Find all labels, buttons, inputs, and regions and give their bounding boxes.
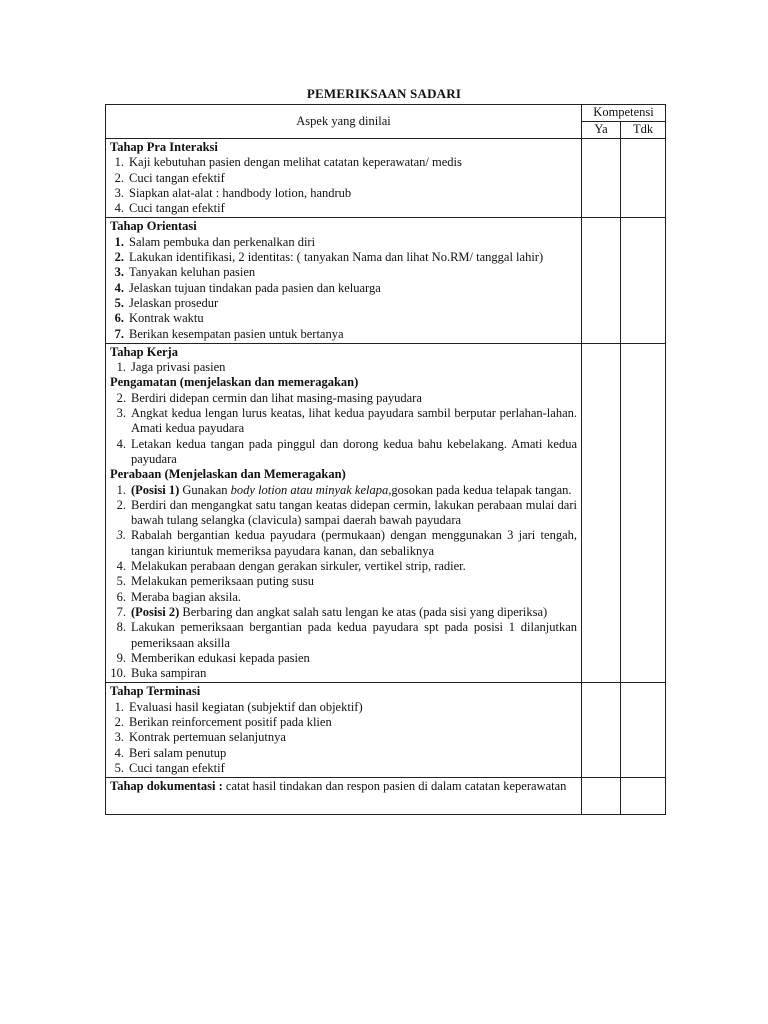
item-number: 2. xyxy=(114,250,124,265)
list-item xyxy=(110,528,577,559)
document-title: PEMERIKSAAN SADARI xyxy=(306,86,462,101)
item-number: 3. xyxy=(114,730,124,745)
list-item xyxy=(110,746,577,761)
item-text: Memberikan edukasi kepada pasien xyxy=(131,650,310,665)
list-item xyxy=(110,574,577,589)
list-item xyxy=(110,327,577,342)
list-item xyxy=(110,437,577,468)
item-text-part: Berbaring dan angkat salah satu lengan ke atas (pada sisi yang diperiksa) xyxy=(179,604,548,619)
item-number: 1. xyxy=(114,699,124,714)
item-text: Jelaskan tujuan tindakan pada pasien dan keluarga xyxy=(129,280,381,295)
checkbox-ya-pra-interaksi[interactable] xyxy=(582,139,621,218)
list-item xyxy=(110,171,577,186)
list-item xyxy=(110,360,577,375)
item-number: 9. xyxy=(116,650,126,665)
item-number: 6. xyxy=(116,589,126,604)
item-text: Melakukan perabaan dengan gerakan sirkuler, vertikel strip, radier. xyxy=(131,559,466,574)
item-text: Salam pembuka dan perkenalkan diri xyxy=(129,234,316,249)
item-text: Berikan reinforcement positif pada klien xyxy=(129,714,332,729)
item-number: 1. xyxy=(114,155,124,170)
list-item xyxy=(110,483,577,498)
section-dokumentasi xyxy=(106,778,582,815)
item-text xyxy=(131,483,577,498)
list-item xyxy=(110,730,577,745)
list-item xyxy=(110,498,577,529)
checkbox-ya-kerja[interactable] xyxy=(582,343,621,683)
item-text: Berdiri dan mengangkat satu tangan keatas didepan cermin, lakukan perabaan mulai dari bawah tulang selangka (clavicula) sampai daerah bawah payudara xyxy=(131,497,577,528)
item-number: 4. xyxy=(114,280,124,295)
item-text: Tanyakan keluhan pasien xyxy=(129,265,256,280)
item-text: Meraba bagian aksila. xyxy=(131,589,242,604)
section-row-kerja xyxy=(106,343,666,683)
item-text: Rabalah bergantian kedua payudara (permukaan) dengan menggunakan 3 jari tengah, tangan kiriuntuk memeriksa payudara kanan, dan sebaliknya xyxy=(131,528,577,558)
list-item xyxy=(110,186,577,201)
item-number: 5. xyxy=(114,760,124,775)
list-item xyxy=(110,406,577,437)
list-item xyxy=(110,605,577,620)
item-number: 1. xyxy=(116,482,126,497)
item-number: 3. xyxy=(116,406,126,421)
section-kerja xyxy=(106,343,582,683)
checkbox-tdk-dokumentasi[interactable] xyxy=(621,778,666,815)
list-item xyxy=(110,281,577,296)
item-text: Angkat kedua lengan lurus keatas, lihat kedua payudara sambil berputar perlahan-lahan. Amati kedua payudara xyxy=(131,406,577,436)
list-item xyxy=(110,700,577,715)
list-item xyxy=(110,296,577,311)
header-ya: Ya xyxy=(582,122,621,139)
list-item xyxy=(110,590,577,605)
checkbox-tdk-kerja[interactable] xyxy=(621,343,666,683)
item-italic: body lotion atau minyak kelapa xyxy=(230,482,389,497)
section-row-pra-interaksi xyxy=(106,139,666,218)
item-text: Lakukan pemeriksaan bergantian pada kedua payudara spt pada posisi 1 dilanjutkan pemeriksaan aksilla xyxy=(131,620,577,650)
section-text: catat hasil tindakan dan respon pasien di dalam catatan keperawatan xyxy=(222,779,567,794)
item-number: 5. xyxy=(116,574,126,589)
item-text: Beri salam penutup xyxy=(129,745,227,760)
list-item xyxy=(110,250,577,265)
item-number: 7. xyxy=(116,604,126,619)
list-item xyxy=(110,311,577,326)
assessment-table xyxy=(105,104,666,815)
header-aspek: Aspek yang dinilai xyxy=(106,105,582,139)
item-number: 1. xyxy=(116,360,126,375)
item-text: Cuci tangan efektif xyxy=(129,170,225,185)
section-title: Tahap Kerja xyxy=(110,344,178,359)
item-text: Berdiri didepan cermin dan lihat masing-masing payudara xyxy=(131,390,422,405)
item-text: Jaga privasi pasien xyxy=(131,360,226,375)
item-number: 2. xyxy=(114,170,124,185)
item-text: Berikan kesempatan pasien untuk bertanya xyxy=(129,326,344,341)
section-pra-interaksi xyxy=(106,139,582,218)
section-row-orientasi xyxy=(106,218,666,343)
item-number: 2. xyxy=(114,714,124,729)
list-item xyxy=(110,761,577,776)
checkbox-tdk-orientasi[interactable] xyxy=(621,218,666,343)
item-emphasis: (Posisi 1) xyxy=(131,482,180,497)
item-text: Letakan kedua tangan pada pinggul dan dorong kedua bahu kebelakang. Amati kedua payudara xyxy=(131,436,577,466)
item-text-part: Gunakan xyxy=(179,482,231,497)
list-item xyxy=(110,715,577,730)
list-item xyxy=(110,651,577,666)
item-number: 4. xyxy=(114,745,124,760)
section-terminasi xyxy=(106,683,582,778)
section-row-dokumentasi xyxy=(106,778,666,815)
section-title: Tahap Terminasi xyxy=(110,684,201,699)
section-title: Tahap dokumentasi : xyxy=(110,779,223,794)
section-row-terminasi xyxy=(106,683,666,778)
item-text: Evaluasi hasil kegiatan (subjektif dan objektif) xyxy=(129,699,363,714)
item-number: 4. xyxy=(116,559,126,574)
list-item xyxy=(110,620,577,651)
item-text: Kontrak waktu xyxy=(129,311,204,326)
item-text: Kaji kebutuhan pasien dengan melihat catatan keperawatan/ medis xyxy=(129,155,462,170)
item-number: 1. xyxy=(114,234,124,249)
item-number: 5. xyxy=(114,295,124,310)
list-item xyxy=(110,666,577,681)
item-number: 7. xyxy=(114,326,124,341)
checkbox-ya-orientasi[interactable] xyxy=(582,218,621,343)
section-title: Tahap Orientasi xyxy=(110,219,197,234)
checkbox-ya-dokumentasi[interactable] xyxy=(582,778,621,815)
item-text: Lakukan identifikasi, 2 identitas: ( tanyakan Nama dan lihat No.RM/ tanggal lahir) xyxy=(129,250,544,265)
item-text: Kontrak pertemuan selanjutnya xyxy=(129,730,286,745)
header-kompetensi: Kompetensi xyxy=(582,105,666,122)
item-text xyxy=(131,605,577,620)
item-number: 10. xyxy=(110,666,126,681)
item-text: Siapkan alat-alat : handbody lotion, handrub xyxy=(129,185,352,200)
checkbox-tdk-terminasi[interactable] xyxy=(621,683,666,778)
item-number: 2. xyxy=(116,390,126,405)
list-item xyxy=(110,391,577,406)
item-number: 2. xyxy=(116,497,126,512)
header-tdk: Tdk xyxy=(621,122,666,139)
item-text: Melakukan pemeriksaan puting susu xyxy=(131,574,314,589)
subsection-title: Perabaan (Menjelaskan dan Memeragakan) xyxy=(110,467,346,482)
item-number: 3. xyxy=(114,265,124,280)
checkbox-ya-terminasi[interactable] xyxy=(582,683,621,778)
item-number: 4. xyxy=(114,201,124,216)
subsection-title: Pengamatan (menjelaskan dan memeragakan) xyxy=(110,375,359,390)
item-number: 3. xyxy=(116,528,126,543)
item-text: Jelaskan prosedur xyxy=(129,295,219,310)
item-number: 3. xyxy=(114,185,124,200)
item-text-part: ,gosokan pada kedua telapak tangan. xyxy=(388,482,572,497)
item-number: 8. xyxy=(116,620,126,635)
list-item xyxy=(110,265,577,280)
list-item xyxy=(110,559,577,574)
checkbox-tdk-pra-interaksi[interactable] xyxy=(621,139,666,218)
item-number: 4. xyxy=(116,436,126,451)
section-title: Tahap Pra Interaksi xyxy=(110,140,218,154)
list-item xyxy=(110,235,577,250)
item-text: Cuci tangan efektif xyxy=(129,760,225,775)
section-orientasi xyxy=(106,218,582,343)
list-item xyxy=(110,155,577,170)
item-number: 6. xyxy=(114,311,124,326)
item-emphasis: (Posisi 2) xyxy=(131,604,180,619)
item-text: Buka sampiran xyxy=(131,666,207,681)
item-text: Cuci tangan efektif xyxy=(129,201,225,216)
list-item xyxy=(110,201,577,216)
